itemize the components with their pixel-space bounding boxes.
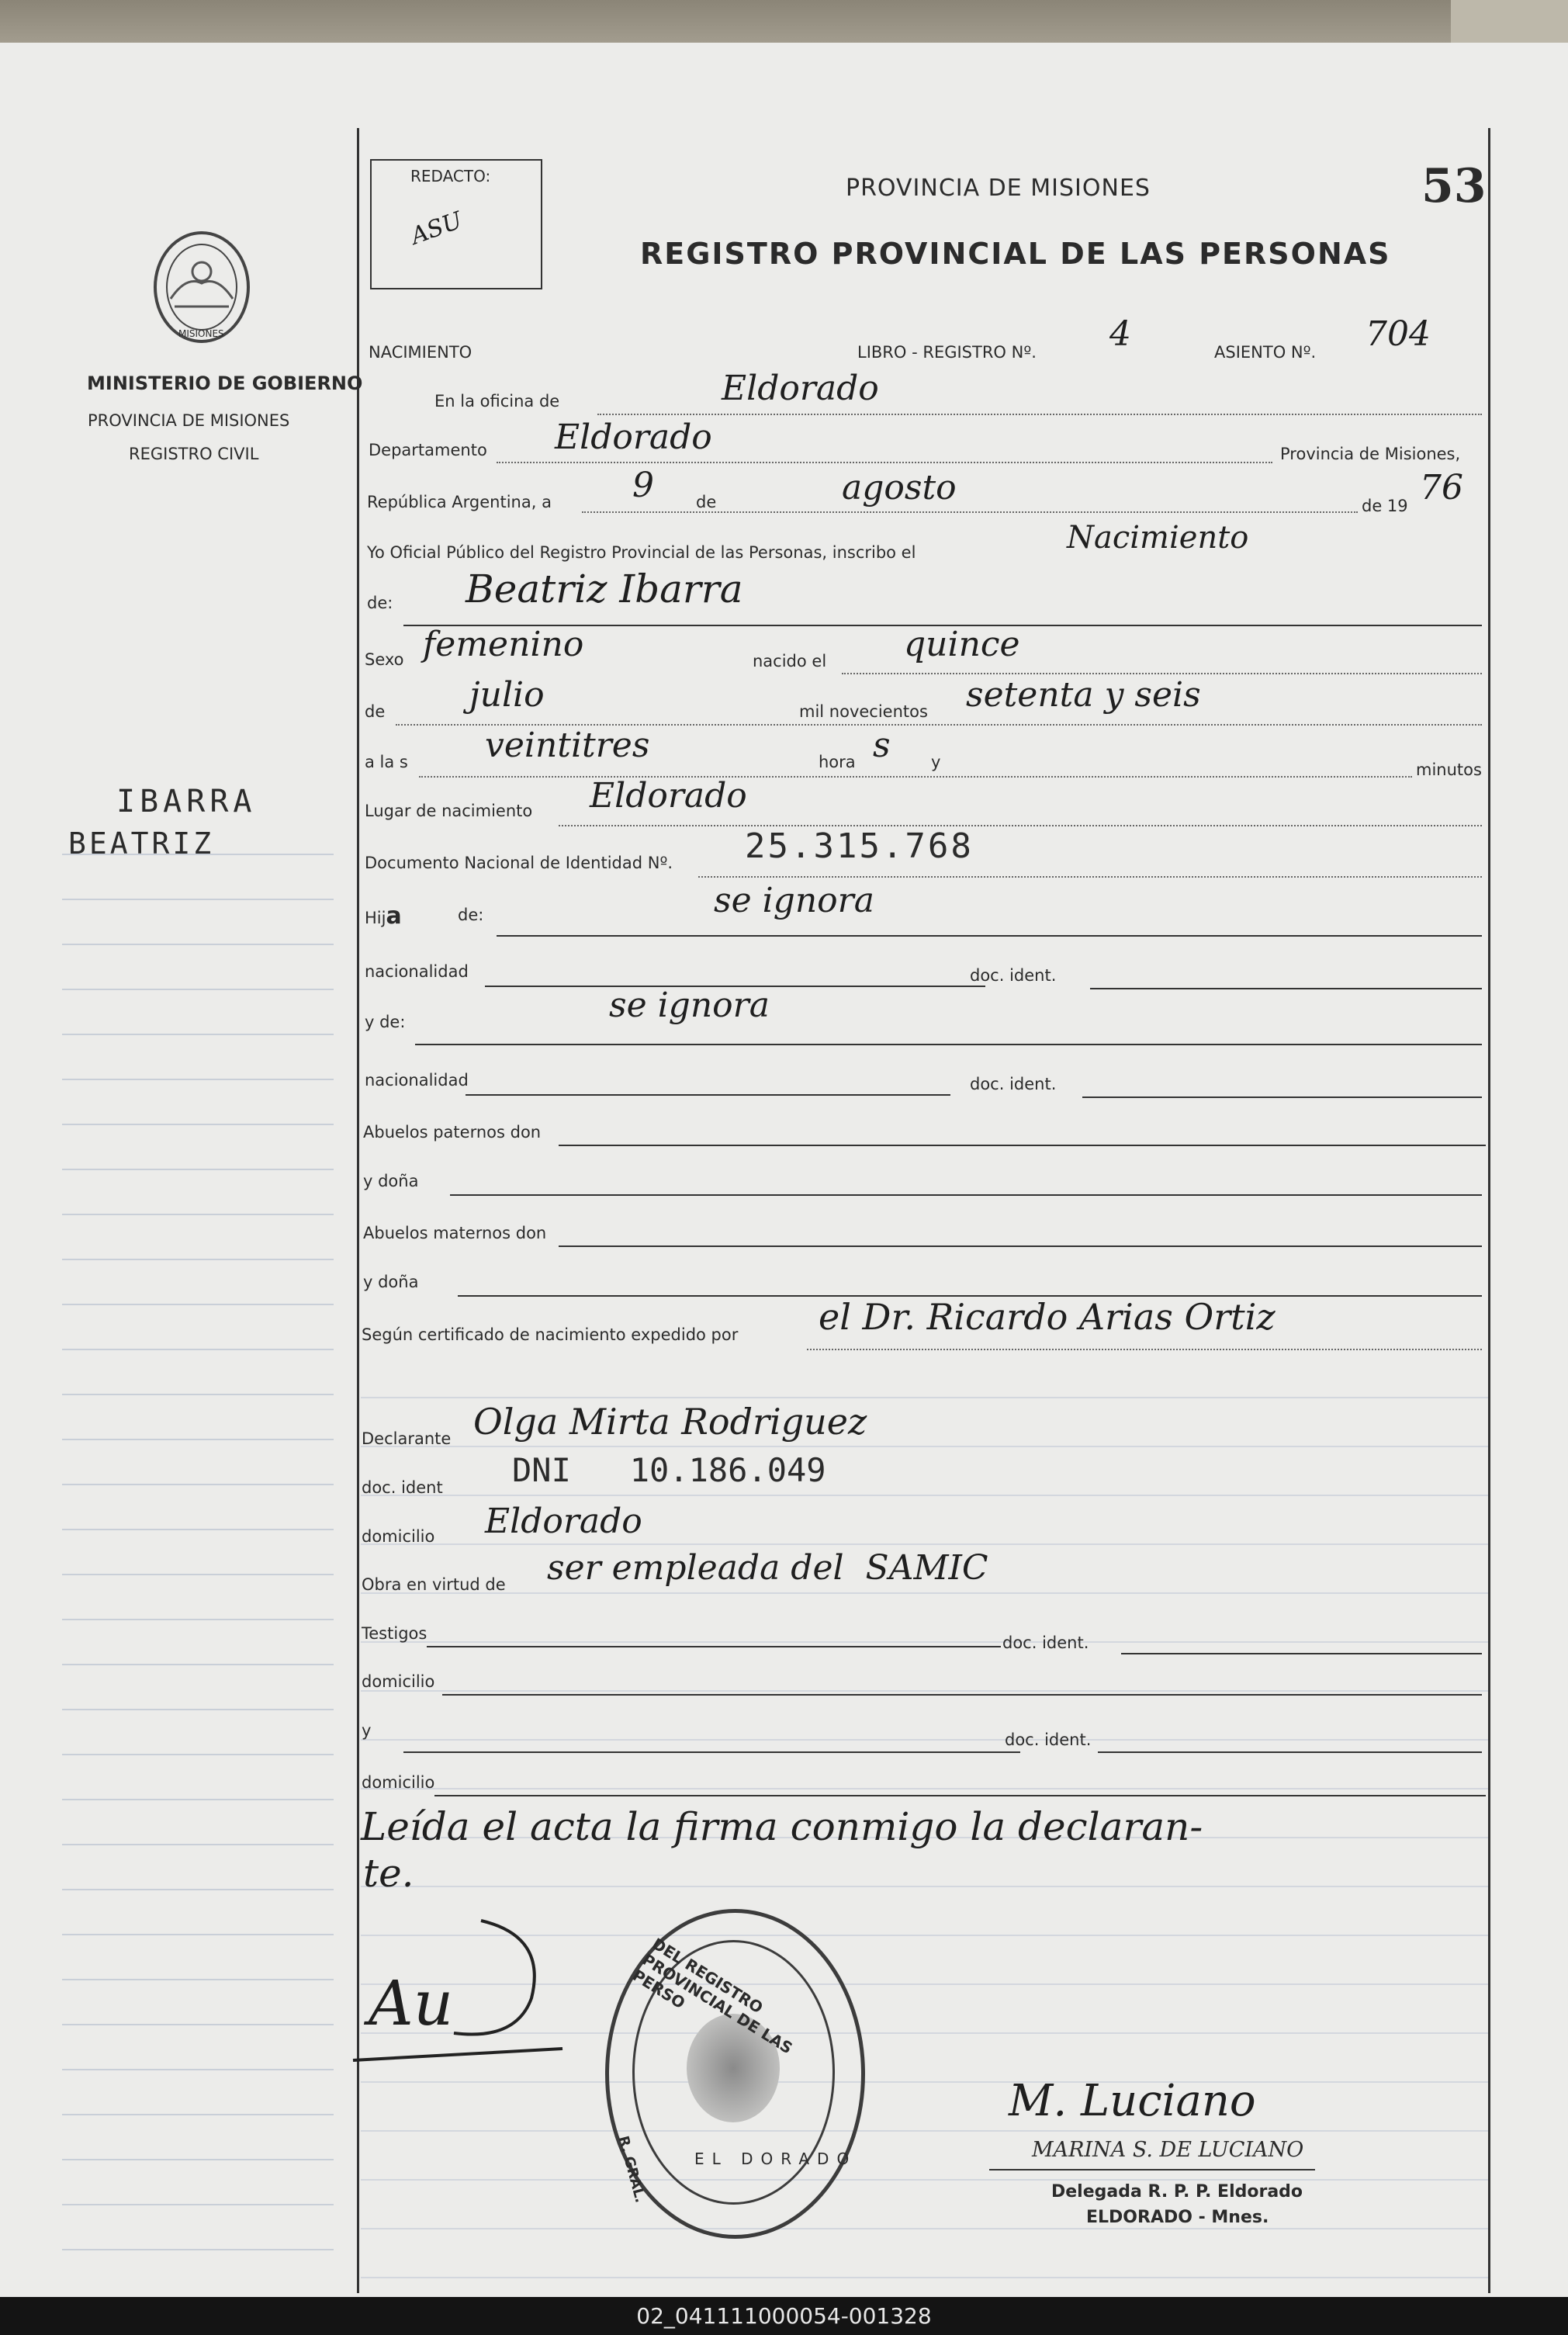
form-rule — [361, 2081, 1490, 2083]
emblem-label: MISIONES — [178, 328, 224, 339]
dni-line — [698, 876, 1482, 878]
form-rule — [361, 2179, 1490, 2181]
stamp-prefix: R. GRAL. — [614, 2134, 649, 2205]
margin-rule — [62, 1754, 334, 1755]
yde-label: y de: — [365, 1013, 406, 1031]
domicilio-label-3: domicilio — [362, 1773, 435, 1792]
lugar-label: Lugar de nacimiento — [365, 802, 533, 820]
domicilio-value: Eldorado — [485, 1502, 642, 1541]
redacto-label: REDACTO: — [410, 167, 491, 185]
province-heading: PROVINCIA DE MISIONES — [846, 175, 1151, 202]
registered-name: Beatriz Ibarra — [466, 566, 743, 611]
margin-rule — [62, 1934, 334, 1935]
redacto-box — [370, 159, 542, 289]
oficina-line — [597, 414, 1482, 415]
certificado-value: el Dr. Ricardo Arias Ortiz — [819, 1296, 1276, 1338]
lugar-value: Eldorado — [590, 776, 747, 816]
docident-line-2 — [1082, 1096, 1482, 1098]
y-label: y — [931, 753, 941, 771]
domicilio-label-1: domicilio — [362, 1527, 435, 1546]
form-rule — [361, 1788, 1490, 1789]
dni-value: 25.315.768 — [745, 826, 974, 866]
right-border-rule — [1488, 128, 1490, 2293]
form-rule — [361, 1690, 1490, 1692]
de-label: de — [696, 493, 717, 511]
margin-rule — [62, 1394, 334, 1395]
form-rule — [361, 1886, 1490, 1887]
margin-rule — [62, 2024, 334, 2025]
stamp-ring-text: DEL REGISTRO PROVINCIAL DE LAS PERSO — [628, 1934, 796, 2058]
obra-value: ser empleada del SAMIC — [547, 1548, 988, 1588]
form-rule — [361, 2228, 1490, 2229]
domicilio-line-2 — [442, 1694, 1482, 1696]
form-rule — [361, 1592, 1490, 1594]
docident-line-5 — [1098, 1751, 1482, 1753]
declarante-doc: DNI 10.186.049 — [512, 1451, 826, 1489]
official-signature: M. Luciano — [1009, 2076, 1256, 2126]
nacionalidad-line-2 — [466, 1094, 950, 1096]
ydona-line-1 — [450, 1194, 1482, 1196]
stamp-bottom-text: EL DORADO — [694, 2150, 857, 2168]
margin-rule — [62, 1574, 334, 1575]
hija-prefix: Hij — [365, 909, 386, 927]
margin-rule — [62, 1664, 334, 1665]
official-stamp — [605, 1909, 865, 2239]
madre-value: se ignora — [609, 986, 770, 1025]
hora-num: s — [873, 726, 891, 765]
closing-line-2: te. — [363, 1851, 414, 1896]
margin-rule — [62, 2114, 334, 2115]
nacido-value: quince — [904, 625, 1020, 664]
scan-code: 02_041111000054-001328 — [636, 2303, 932, 2329]
ministry-province: PROVINCIA DE MISIONES — [88, 411, 290, 430]
margin-rule — [62, 944, 334, 945]
margin-rule — [62, 1709, 334, 1710]
record-type-label: NACIMIENTO — [369, 343, 472, 362]
testigos-line — [427, 1646, 1001, 1647]
abuelos-paternos-line — [559, 1145, 1486, 1146]
docident-line-1 — [1090, 988, 1482, 989]
departamento-label: Departamento — [369, 441, 487, 459]
hija-suffix: a — [386, 902, 402, 930]
day-value: 9 — [632, 466, 654, 505]
form-rule — [361, 1543, 1490, 1545]
fecha-de-label: de — [365, 702, 386, 721]
form-rule — [361, 2130, 1490, 2132]
year-value: 76 — [1420, 468, 1463, 508]
certificado-line — [807, 1349, 1482, 1350]
asiento-value: 704 — [1366, 314, 1431, 354]
oficina-label: En la oficina de — [434, 392, 560, 411]
official-name-underline — [989, 2169, 1315, 2170]
oficial-label: Yo Oficial Público del Registro Provincial de las Personas, inscribo el — [367, 543, 916, 562]
scan-footer — [0, 2297, 1568, 2335]
official-place: ELDORADO - Mnes. — [1086, 2208, 1269, 2227]
margin-rule — [62, 1439, 334, 1440]
margin-rule — [62, 1529, 334, 1530]
provincia-label: Provincia de Misiones, — [1280, 445, 1461, 463]
margin-rule — [62, 1034, 334, 1035]
margin-rule — [62, 2069, 334, 2070]
form-rule — [361, 1641, 1490, 1643]
year-label: de 19 — [1362, 497, 1408, 515]
form-rule — [361, 1739, 1490, 1741]
nacionalidad-label-2: nacionalidad — [365, 1071, 469, 1090]
margin-rule — [62, 1079, 334, 1080]
libro-value: 4 — [1109, 314, 1131, 354]
ministry-name: MINISTERIO DE GOBIERNO — [87, 372, 363, 394]
margin-rule — [62, 1619, 334, 1620]
hora-label: hora — [819, 753, 856, 771]
anio-nac-value: setenta y seis — [966, 675, 1201, 715]
closing-line-1: Leída el acta la firma conmigo la declaran- — [361, 1804, 1203, 1849]
docident-label-3: doc. ident — [362, 1478, 443, 1497]
margin-rule — [62, 899, 334, 900]
margin-rule — [62, 989, 334, 990]
hora-line — [419, 776, 1412, 778]
y-testigo-line — [403, 1751, 1020, 1753]
margin-rule — [62, 1349, 334, 1350]
ydona-label-2: y doña — [363, 1273, 419, 1291]
asiento-label: ASIENTO Nº. — [1214, 343, 1317, 362]
docident-line-4 — [1121, 1653, 1482, 1654]
redacto-initials: ASU — [407, 206, 466, 251]
domicilio-line-3 — [434, 1795, 1486, 1796]
hija-de-label: de: — [458, 906, 484, 924]
margin-rule — [62, 1304, 334, 1305]
margin-rule — [62, 1844, 334, 1845]
form-rule — [361, 2277, 1490, 2278]
madre-line — [415, 1044, 1482, 1045]
sexo-value: femenino — [423, 625, 584, 664]
alas-label: a la s — [365, 753, 408, 771]
date-line — [582, 511, 1358, 513]
minutos-label: minutos — [1416, 760, 1482, 779]
docident-label-2: doc. ident. — [970, 1075, 1057, 1093]
libro-label: LIBRO - REGISTRO Nº. — [857, 343, 1037, 362]
abuelos-maternos-label: Abuelos maternos don — [363, 1224, 547, 1242]
margin-rule — [62, 1799, 334, 1800]
testigos-label: Testigos — [362, 1624, 427, 1643]
departamento-line — [497, 462, 1272, 463]
hija-label — [365, 902, 402, 930]
margin-rule — [62, 1259, 334, 1260]
inscribo-value: Nacimiento — [1067, 520, 1249, 556]
form-rule — [361, 1397, 1490, 1398]
ministry-emblem — [147, 229, 256, 349]
abuelos-paternos-label: Abuelos paternos don — [363, 1123, 542, 1142]
docident-label-5: doc. ident. — [1005, 1730, 1092, 1749]
form-rule — [361, 1446, 1490, 1447]
certificado-label: Según certificado de nacimiento expedido por — [362, 1325, 739, 1344]
departamento-value: Eldorado — [555, 417, 712, 457]
sexo-label: Sexo — [365, 650, 404, 669]
ydona-label-1: y doña — [363, 1172, 419, 1190]
margin-rule — [62, 2159, 334, 2160]
document-page — [0, 43, 1568, 2298]
docident-label-4: doc. ident. — [1002, 1633, 1089, 1652]
padre-value: se ignora — [714, 881, 874, 920]
declarant-signature-text: Au — [369, 1967, 454, 2039]
official-name: MARINA S. DE LUCIANO — [1032, 2138, 1304, 2162]
declarant-signature — [345, 1890, 578, 2076]
name-de-label: de: — [367, 594, 393, 612]
declarante-label: Declarante — [362, 1429, 452, 1448]
obra-label: Obra en virtud de — [362, 1575, 506, 1594]
ministry-registro-civil: REGISTRO CIVIL — [129, 445, 259, 463]
document-title: REGISTRO PROVINCIAL DE LAS PERSONAS — [640, 237, 1391, 271]
domicilio-label-2: domicilio — [362, 1672, 435, 1691]
nacido-label: nacido el — [753, 652, 827, 670]
margin-rule — [62, 1169, 334, 1170]
lugar-line — [559, 825, 1482, 826]
oficina-value: Eldorado — [722, 369, 879, 408]
margin-rule — [62, 1484, 334, 1485]
republica-label: República Argentina, a — [367, 493, 552, 511]
margin-rule — [62, 1889, 334, 1890]
abuelos-maternos-line — [559, 1245, 1482, 1247]
margin-rule — [62, 1124, 334, 1125]
nacionalidad-label-1: nacionalidad — [365, 962, 469, 981]
margin-rule — [62, 2204, 334, 2205]
margin-rule — [62, 1979, 334, 1980]
docident-label-1: doc. ident. — [970, 966, 1057, 985]
dni-label: Documento Nacional de Identidad Nº. — [365, 854, 673, 872]
y-testigo-label: y — [362, 1721, 372, 1740]
declarante-value: Olga Mirta Rodriguez — [473, 1401, 867, 1443]
month-value: agosto — [842, 468, 957, 508]
form-rule — [361, 1495, 1490, 1496]
mes-nac-value: julio — [469, 675, 545, 715]
margin-rule — [62, 1214, 334, 1215]
nacido-line — [842, 673, 1482, 674]
hora-value: veintitres — [485, 726, 650, 765]
margin-note-name: BEATRIZ — [68, 826, 215, 861]
official-role: Delegada R. P. P. Eldorado — [1051, 2182, 1303, 2202]
margin-rule — [62, 2249, 334, 2250]
padre-line — [497, 935, 1482, 937]
mil-novecientos-label: mil novecientos — [799, 702, 928, 721]
page-number: 53 — [1421, 159, 1487, 213]
margin-note-surname: IBARRA — [116, 784, 257, 819]
